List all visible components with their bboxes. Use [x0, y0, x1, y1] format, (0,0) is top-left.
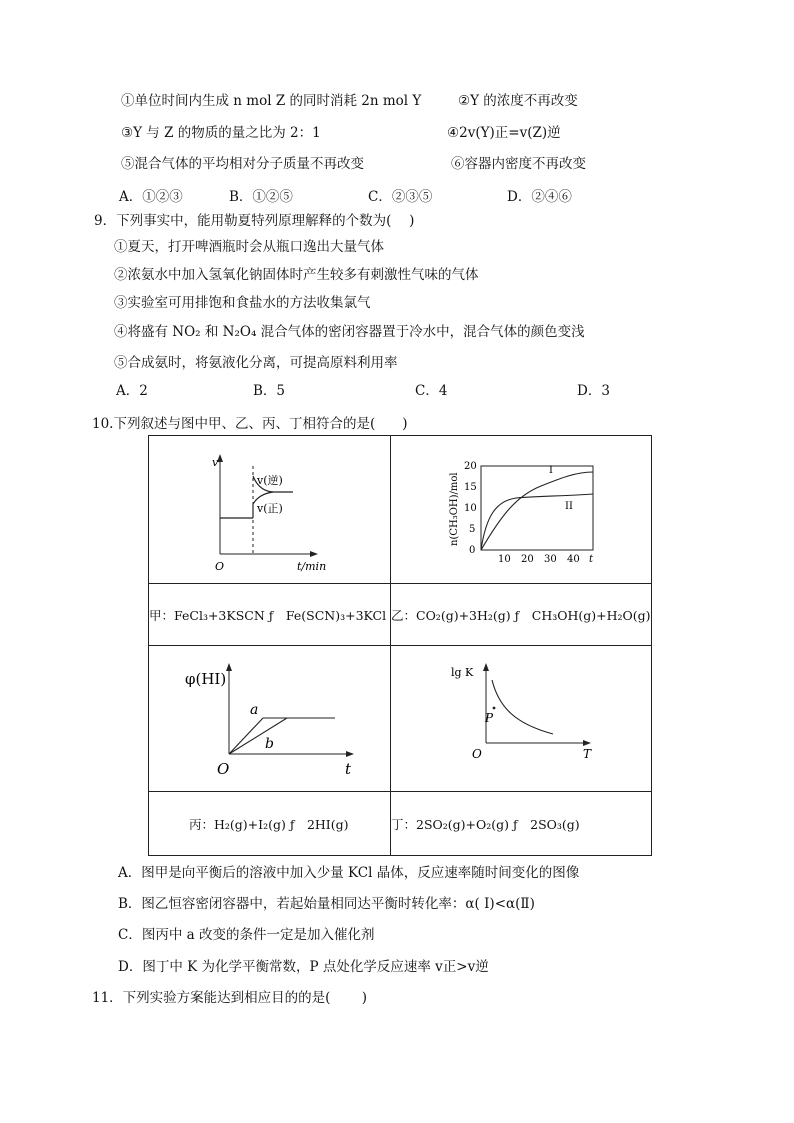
q9-stem: 9．下列事实中，能用勒夏特列原理解释的个数为( )	[94, 213, 415, 229]
graph-yi-ylabel: n(CH₃OH)/mol	[449, 472, 460, 546]
q8-option-4: ④2v(Y)正=v(Z)逆	[447, 125, 561, 141]
q9-choice-d: D．3	[577, 383, 610, 399]
q9-item-3: ③实验室可用排饱和食盐水的方法收集氯气	[114, 295, 371, 311]
q9-item-4: ④将盛有 NO₂ 和 N₂O₄ 混合气体的密闭容器置于冷水中，混合气体的颜色变浅	[114, 324, 585, 340]
graph-yi-curve-1-label: I	[549, 465, 553, 476]
q8-choice-d: D．②④⑥	[507, 189, 572, 205]
q8-option-1: ①单位时间内生成 n mol Z 的同时消耗 2n mol Y	[121, 93, 422, 109]
q9-choice-b: B．5	[253, 383, 286, 399]
graph-yi-ytick-15: 15	[464, 482, 477, 493]
graph-yi-xtick-40: 40	[567, 554, 580, 565]
q10-figure-table	[148, 435, 652, 856]
graph-jia-v-label: v	[212, 456, 219, 469]
graph-jia-vni-label: v(逆)	[257, 474, 283, 487]
graph-yi-curve-2-label: II	[565, 501, 573, 512]
graph-bing-a-label: a	[250, 702, 259, 718]
graph-yi-cell	[391, 436, 652, 584]
q10-stem: 10.下列叙述与图中甲、乙、丙、丁相符合的是( )	[92, 416, 408, 432]
q8-option-5: ⑤混合气体的平均相对分子质量不再改变	[121, 156, 364, 172]
graph-yi-xtick-10: 10	[498, 554, 511, 565]
graph-ding	[391, 646, 651, 787]
graph-bing	[149, 646, 390, 787]
q10-option-b: B．图乙恒容密闭容器中，若起始量相同达平衡时转化率：α( Ⅰ)<α(Ⅱ)	[118, 896, 535, 912]
graph-ding-ylabel: lg K	[451, 666, 474, 679]
graph-bing-t-label: t	[345, 760, 352, 778]
q8-choice-c: C．②③⑤	[368, 189, 433, 205]
q9-choice-c: C．4	[415, 383, 448, 399]
q8-choice-a: A．①②③	[119, 189, 183, 205]
q9-item-5: ⑤合成氨时，将氨液化分离，可提高原料利用率	[114, 355, 398, 371]
graph-jia-origin: O	[215, 560, 225, 573]
q10-option-a: A．图甲是向平衡后的溶液中加入少量 KCl 晶体，反应速率随时间变化的图像	[118, 865, 580, 881]
graph-jia-t-label: t/min	[297, 560, 327, 573]
caption-ding: 丁：2SO₂(g)+O₂(g) ƒ 2SO₃(g)	[391, 792, 652, 856]
graph-yi-xtick-30: 30	[544, 554, 557, 565]
caption-yi: 乙：CO₂(g)+3H₂(g) ƒ CH₃OH(g)+H₂O(g)	[391, 584, 652, 646]
graph-jia-vzheng-label: v(正)	[257, 502, 283, 515]
q11-stem: 11．下列实验方案能达到相应目的的是( )	[92, 990, 368, 1006]
graph-ding-t-label: T	[583, 747, 592, 761]
caption-bing: 丙：H₂(g)+I₂(g) ƒ 2HI(g)	[149, 792, 391, 856]
graph-jia	[149, 436, 390, 579]
q8-option-2: ②Y 的浓度不再改变	[458, 93, 578, 109]
graph-yi	[391, 436, 651, 579]
q8-option-3: ③Y 与 Z 的物质的量之比为 2：1	[121, 125, 321, 141]
q10-option-d: D．图丁中 K 为化学平衡常数，P 点处化学反应速率 v正>v逆	[118, 959, 489, 975]
q9-item-1: ①夏天，打开啤酒瓶时会从瓶口逸出大量气体	[114, 239, 384, 255]
q8-option-6: ⑥容器内密度不再改变	[451, 156, 586, 172]
graph-yi-ytick-0: 0	[469, 545, 476, 556]
graph-ding-p-label: P	[485, 711, 494, 725]
q10-option-c: C．图丙中 a 改变的条件一定是加入催化剂	[118, 927, 375, 943]
graph-ding-cell	[391, 646, 652, 792]
q9-choice-a: A．2	[116, 383, 148, 399]
graph-yi-xtick-20: 20	[521, 554, 534, 565]
q9-item-2: ②浓氨水中加入氢氧化钠固体时产生较多有刺激性气味的气体	[114, 267, 479, 283]
q8-choice-b: B．①②⑤	[229, 189, 293, 205]
graph-yi-t-label: t	[589, 554, 594, 565]
graph-jia-cell	[149, 436, 391, 584]
graph-yi-ytick-5: 5	[469, 524, 476, 535]
graph-ding-origin: O	[472, 747, 482, 761]
graph-bing-ylabel: φ(HI)	[185, 670, 227, 688]
graph-bing-origin: O	[217, 760, 230, 778]
graph-bing-cell	[149, 646, 391, 792]
graph-yi-ytick-10: 10	[464, 503, 477, 514]
graph-yi-ytick-20: 20	[464, 461, 477, 472]
graph-bing-b-label: b	[265, 736, 274, 752]
caption-jia: 甲：FeCl₃+3KSCN ƒ Fe(SCN)₃+3KCl	[149, 584, 391, 646]
